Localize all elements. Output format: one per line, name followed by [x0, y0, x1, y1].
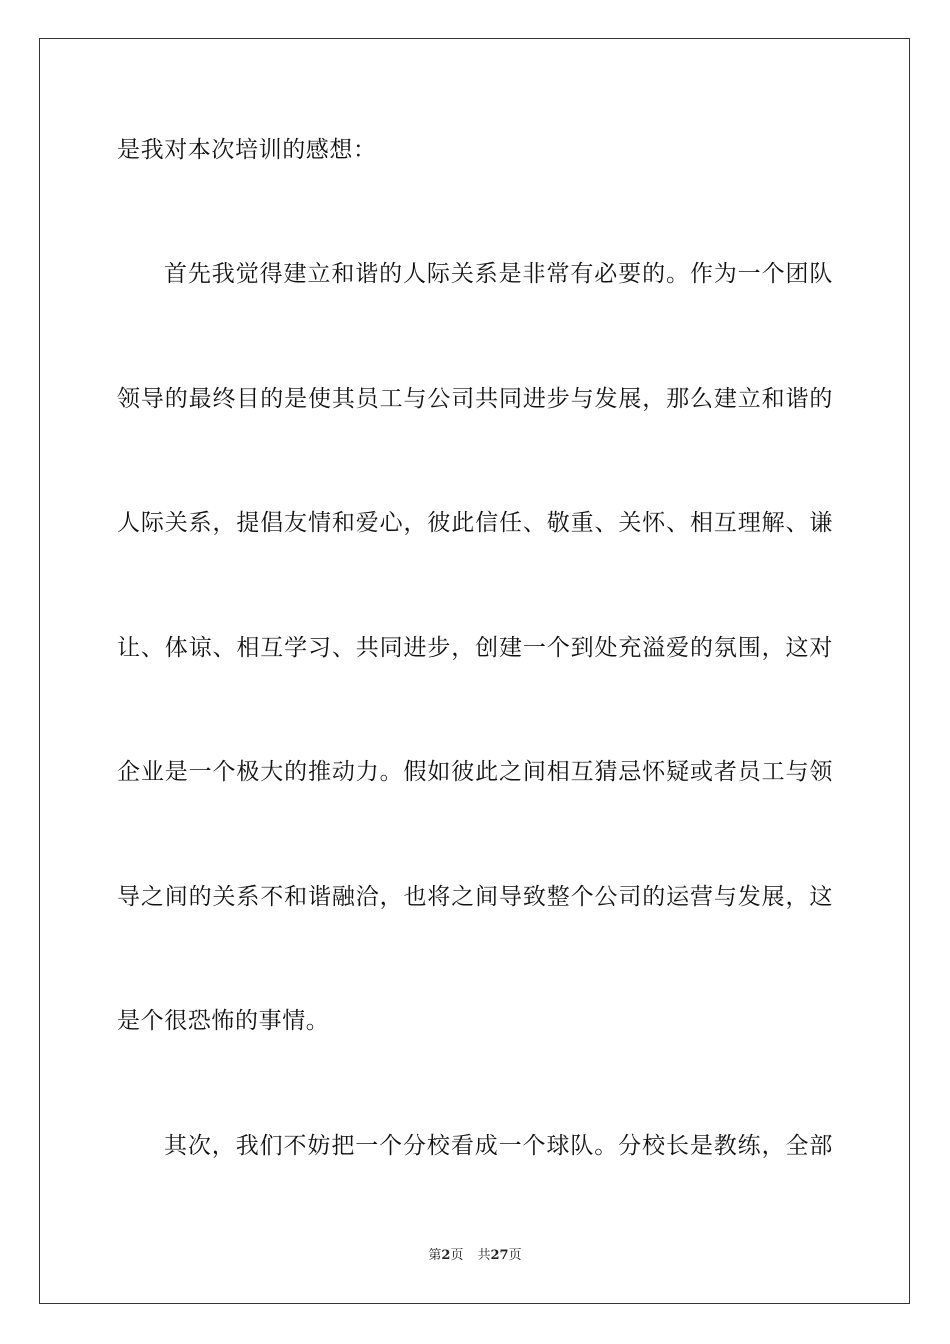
- paragraph-line: 人际关系，提倡友情和爱心，彼此信任、敬重、关怀、相互理解、谦: [117, 510, 833, 536]
- paragraph-line: 是我对本次培训的感想：: [117, 137, 377, 163]
- page-footer: [0, 1247, 950, 1265]
- page-number: 2: [441, 1248, 451, 1263]
- paragraph-line: 首先我觉得建立和谐的人际关系是非常有必要的。作为一个团队: [164, 261, 833, 287]
- page-suffix: 页: [450, 1248, 464, 1263]
- paragraph-line: 导之间的关系不和谐融洽，也将之间导致整个公司的运营与发展，这: [117, 884, 833, 910]
- total-pages: 27: [490, 1248, 509, 1263]
- total-prefix: 共: [477, 1248, 491, 1263]
- page-prefix: 第: [428, 1248, 442, 1263]
- paragraph-line: 企业是一个极大的推动力。假如彼此之间相互猜忌怀疑或者员工与领: [117, 759, 833, 785]
- total-suffix: 页: [508, 1248, 522, 1263]
- paragraph-line: 是个很恐怖的事情。: [117, 1008, 330, 1034]
- paragraph-line: 让、体谅、相互学习、共同进步，创建一个到处充溢爱的氛围，这对: [117, 635, 833, 661]
- paragraph-line: 其次，我们不妨把一个分校看成一个球队。分校长是教练，全部: [164, 1133, 833, 1159]
- page-frame: [39, 38, 910, 1304]
- paragraph-line: 领导的最终目的是使其员工与公司共同进步与发展，那么建立和谐的: [117, 386, 833, 412]
